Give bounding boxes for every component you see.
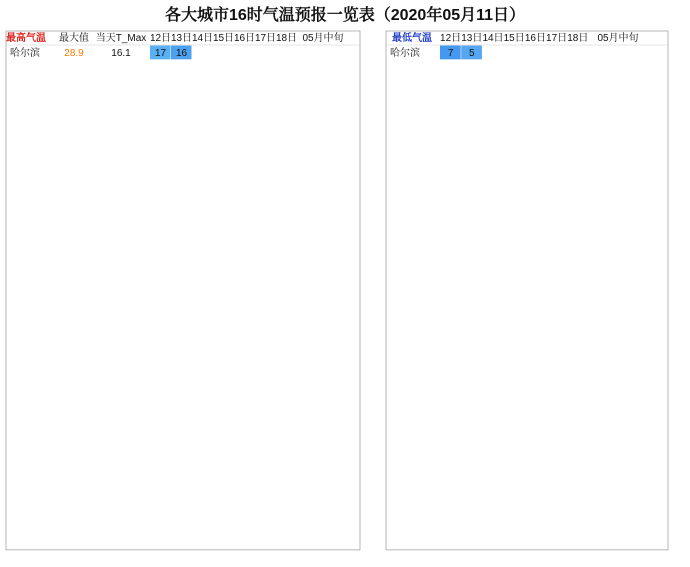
left-header-6: 15日: [212, 33, 235, 44]
right-header-8: 05月中旬: [597, 33, 639, 44]
max-value: 17: [154, 47, 167, 59]
right-header-1: 12日: [440, 33, 462, 44]
left-header-8: 17日: [254, 33, 277, 44]
left-header-3: 12日: [149, 33, 172, 44]
page-title: 各大城市16时气温预报一览表（2020年05月11日）: [164, 7, 526, 24]
right-header-6: 17日: [546, 33, 568, 44]
record-max-0: 28.9: [64, 47, 84, 59]
left-city-0: 哈尔滨: [10, 47, 40, 59]
min-value: 7: [447, 47, 454, 59]
left-header-0: 最高气温: [6, 33, 46, 44]
today-max-0: 16.1: [111, 47, 131, 59]
left-header-2: 当天T_Max: [95, 33, 147, 44]
left-header-4: 13日: [170, 33, 193, 44]
min-value: 5: [469, 47, 475, 59]
right-header-3: 14日: [482, 33, 504, 44]
max-value: 16: [175, 47, 188, 59]
left-header-9: 18日: [275, 33, 298, 44]
right-header-0: 最低气温: [392, 33, 432, 44]
left-table-frame: [6, 31, 360, 550]
right-city-0: 哈尔滨: [390, 47, 420, 59]
right-table-frame: [386, 31, 668, 550]
left-header-5: 14日: [191, 33, 214, 44]
right-header-4: 15日: [503, 33, 525, 44]
left-header-1: 最大值: [59, 33, 89, 44]
left-header-10: 05月中旬: [302, 33, 344, 44]
left-header-7: 16日: [233, 33, 256, 44]
right-header-2: 13日: [461, 33, 483, 44]
right-header-5: 16日: [524, 33, 546, 44]
right-header-7: 18日: [567, 33, 589, 44]
